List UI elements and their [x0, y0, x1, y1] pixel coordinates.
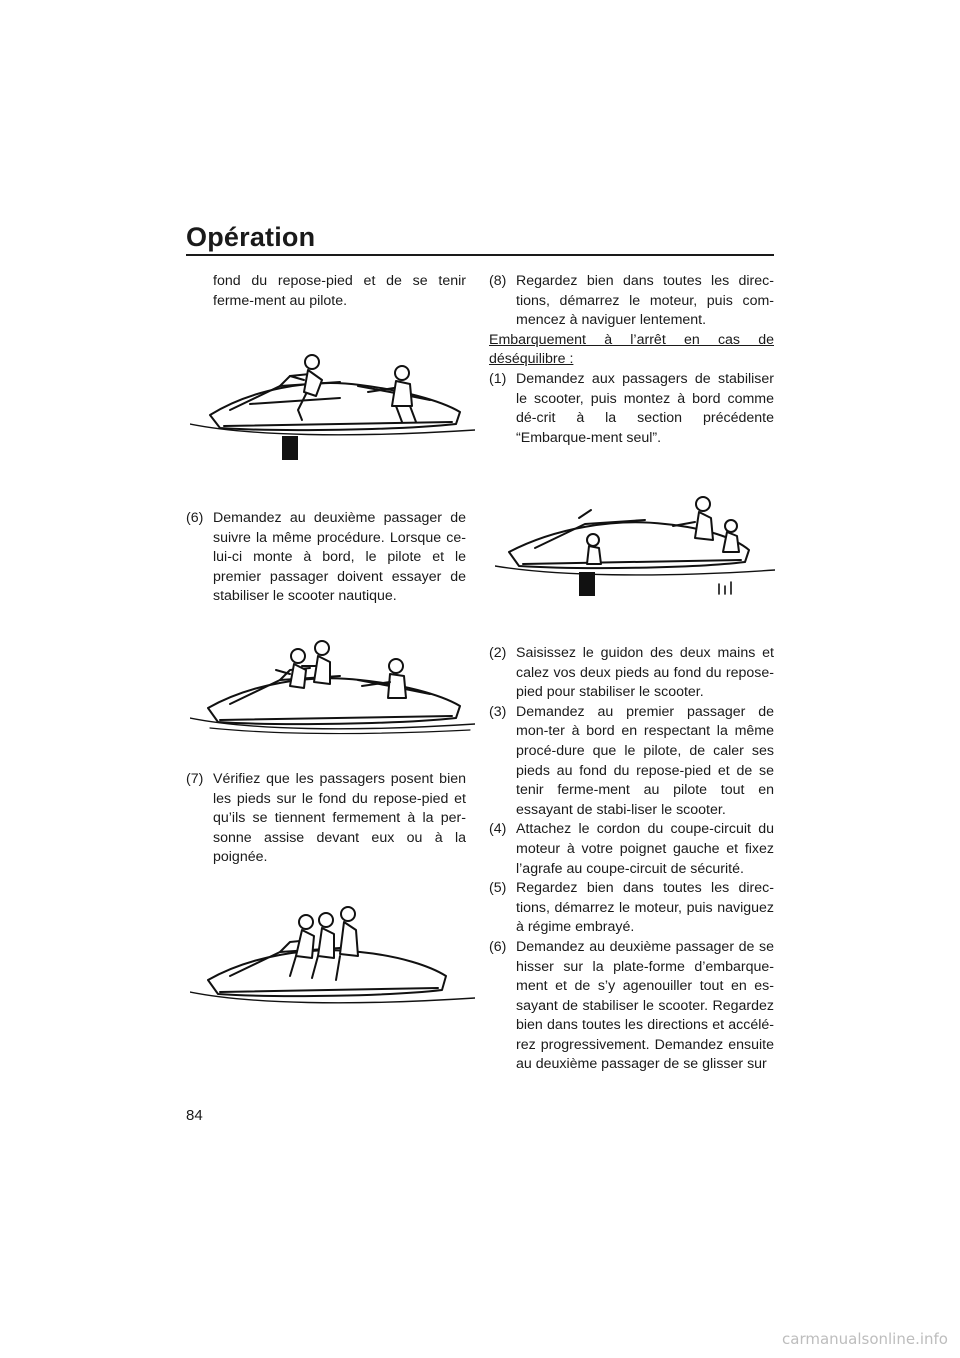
- illustration-three-riders-seated: [190, 900, 475, 1020]
- left-step-6-block: [186, 509, 466, 607]
- list-item: [186, 509, 466, 607]
- left-intro-block: [186, 272, 466, 311]
- illustration-boarding-unstable-conditions: [495, 490, 775, 610]
- list-item-number: (5): [489, 880, 507, 897]
- section-heading: Embarquement à l’arrêt en cas de déséquilibre :: [489, 331, 774, 368]
- list-item-number: (3): [489, 703, 507, 720]
- list-item: [489, 879, 774, 938]
- list-item: [489, 272, 774, 331]
- list-item: [489, 644, 774, 703]
- list-item-number: (2): [489, 645, 507, 661]
- right-steps-block: [489, 644, 774, 1075]
- list-item-number: (8): [489, 273, 507, 289]
- right-top-block: [489, 272, 774, 448]
- list-item-text: Demandez au premier passager de mon-ter à bord en respectant la même procé-dure que le pilote, de caler ses pieds au fond du repose-pied et de se tenir ferme-ment au pilote tout en essayant de stabi-liser le scooter.: [516, 703, 774, 818]
- list-item-number: (6): [489, 938, 507, 955]
- list-item-text: Regardez bien dans toutes les direc-tions, démarrez le moteur, puis com-mencez à naviguer lentement.: [516, 273, 774, 329]
- illustration-pilot-and-passenger-boarding: [190, 340, 475, 465]
- list-item-text: Saisissez le guidon des deux mains et calez vos deux pieds au fond du repose-pied pour stabiliser le scooter.: [516, 645, 774, 701]
- list-item-text: Attachez le cordon du coupe-circuit du moteur à votre poignet gauche et fixez l’agrafe au coupe-circuit de sécurité.: [516, 821, 774, 877]
- page-title: Opération: [186, 222, 316, 252]
- page-number: 84: [186, 1107, 203, 1124]
- illustration-second-passenger-boarding: [190, 630, 475, 745]
- list-item-number: (4): [489, 821, 507, 838]
- left-step-7-block: [186, 770, 466, 868]
- intro-paragraph: fond du repose-pied et de se tenir ferme-ment au pilote.: [213, 273, 466, 309]
- list-item: [489, 938, 774, 1075]
- list-item-number: (6): [186, 510, 204, 526]
- list-item: [489, 703, 774, 821]
- list-item-number: (7): [186, 771, 204, 787]
- watermark: carmanualsonline.info: [782, 1330, 948, 1348]
- list-item-text: Vérifiez que les passagers posent bien les pieds sur le fond du repose-pied et qu’ils se tiennent fermement à la per-sonne assise devant eux ou à la poignée.: [213, 771, 466, 866]
- list-item-text: Demandez au deuxième passager de se hisser sur la plate-forme d’embarque-ment et de s’y agenouiller tout en es-sayant de stabiliser le scooter. Regardez bien dans toutes les directions et accélé-rez progressivement. Demandez ensuite au deuxième passager de se glisser sur: [516, 938, 774, 1073]
- title-rule: [186, 254, 774, 256]
- list-item: [186, 770, 466, 868]
- list-item-text: Demandez au deuxième passager de suivre la même procédure. Lorsque ce-lui-ci monte à bord, le pilote et le premier passager doivent essayer de stabiliser le scooter nautique.: [213, 510, 466, 605]
- list-item: [489, 820, 774, 879]
- list-item-text: Regardez bien dans toutes les direc-tions, démarrez le moteur, puis naviguez à régime embrayé.: [516, 880, 774, 936]
- list-item: [489, 370, 774, 448]
- list-item-number: (1): [489, 370, 507, 387]
- list-item-text: Demandez aux passagers de stabiliser le scooter, puis montez à bord comme dé-crit à la section précédente “Embarque-ment seul”.: [516, 370, 774, 446]
